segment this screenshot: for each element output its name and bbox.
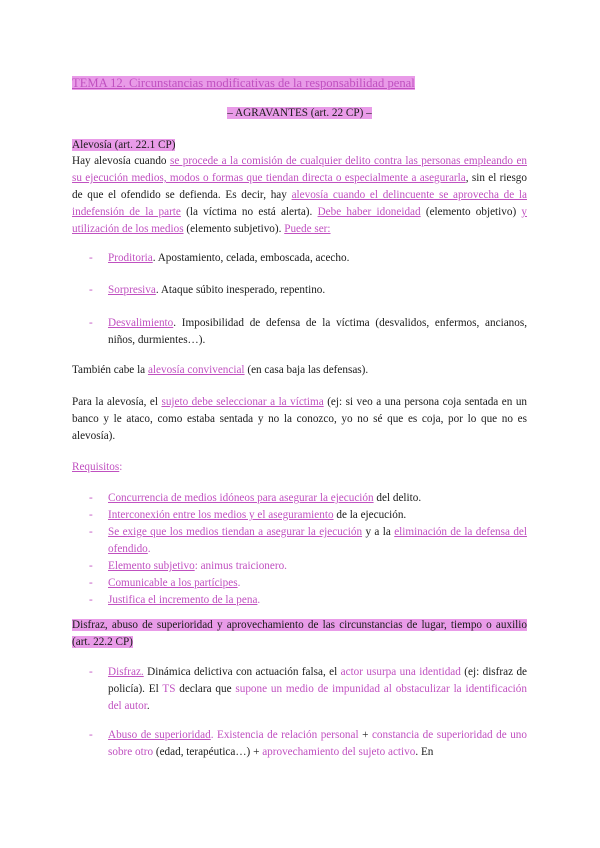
abuso-item: - Abuso de superioridad. Existencia de relación personal + constancia de superioridad de uno sobre otro (edad, terapéutica…) + aprovechamiento del sujeto activo. En <box>72 727 527 761</box>
list-item: - Elemento subjetivo: animus traicionero. <box>72 558 527 575</box>
requisitos-list <box>72 490 527 609</box>
alevosia-type-item: - Sorpresiva. Ataque súbito inesperado, repentino. <box>72 282 527 299</box>
title-text: TEMA 12. Circunstancias modificativas de la responsabilidad penal <box>72 76 415 90</box>
victim-selection-paragraph: Para la alevosía, el sujeto debe seleccionar a la víctima (ej: si veo a una persona coja sentada en un banco y le ataco, como estaba sentada y no la conozco, yo no sé que es coja, por lo que no es alevosía). <box>72 396 528 442</box>
list-item: - Se exige que los medios tiendan a asegurar la ejecución y a la eliminación de la defensa del ofendido. <box>72 524 527 558</box>
alevosia-heading-text: Alevosía (art. 22.1 CP) <box>72 139 176 151</box>
list-item: - Comunicable a los partícipes. <box>72 575 527 592</box>
list-item: - Concurrencia de medios idóneos para asegurar la ejecución del delito. <box>72 490 527 507</box>
convivencial-paragraph: También cabe la alevosía convivencial (en casa baja las defensas). <box>72 364 369 376</box>
disfraz-item: - Disfraz. Dinámica delictiva con actuación falsa, el actor usurpa una identidad (ej: disfraz de policía). El TS declara que supone un medio de impunidad al obstaculizar la identificación del autor. <box>72 664 527 715</box>
alevosia-heading <box>72 137 527 154</box>
disfraz-heading: Disfraz, abuso de superioridad y aprovechamiento de las circunstancias de lugar, tiempo o auxilio (art. 22.2 CP) <box>72 619 527 648</box>
alevosia-type-item: - Proditoria. Apostamiento, celada, emboscada, acecho. <box>72 250 527 267</box>
document-title <box>72 75 527 93</box>
requisitos-label: Requisitos: <box>72 461 123 473</box>
alevosia-paragraph: Hay alevosía cuando se procede a la comisión de cualquier delito contra las personas empleando en su ejecución medios, modos o formas que tiendan directa o especialmente a asegurarla, sin el riesgo de que el ofendido se defienda. Es decir, hay alevosía cuando el delincuente se aprovecha de la indefensión de la parte (la víctima no está alerta). Debe haber idoneidad (elemento objetivo) y utilización de los medios (elemento subjetivo). Puede ser: <box>72 155 528 235</box>
section-heading <box>72 105 527 122</box>
section-heading-text: – AGRAVANTES (art. 22 CP) – <box>227 107 372 119</box>
list-item: - Justifica el incremento de la pena. <box>72 592 527 609</box>
list-item: - Interconexión entre los medios y el aseguramiento de la ejecución. <box>72 507 527 524</box>
alevosia-type-item: - Desvalimiento. Imposibilidad de defensa de la víctima (desvalidos, enfermos, ancianos, niños, durmientes…). <box>72 315 527 349</box>
